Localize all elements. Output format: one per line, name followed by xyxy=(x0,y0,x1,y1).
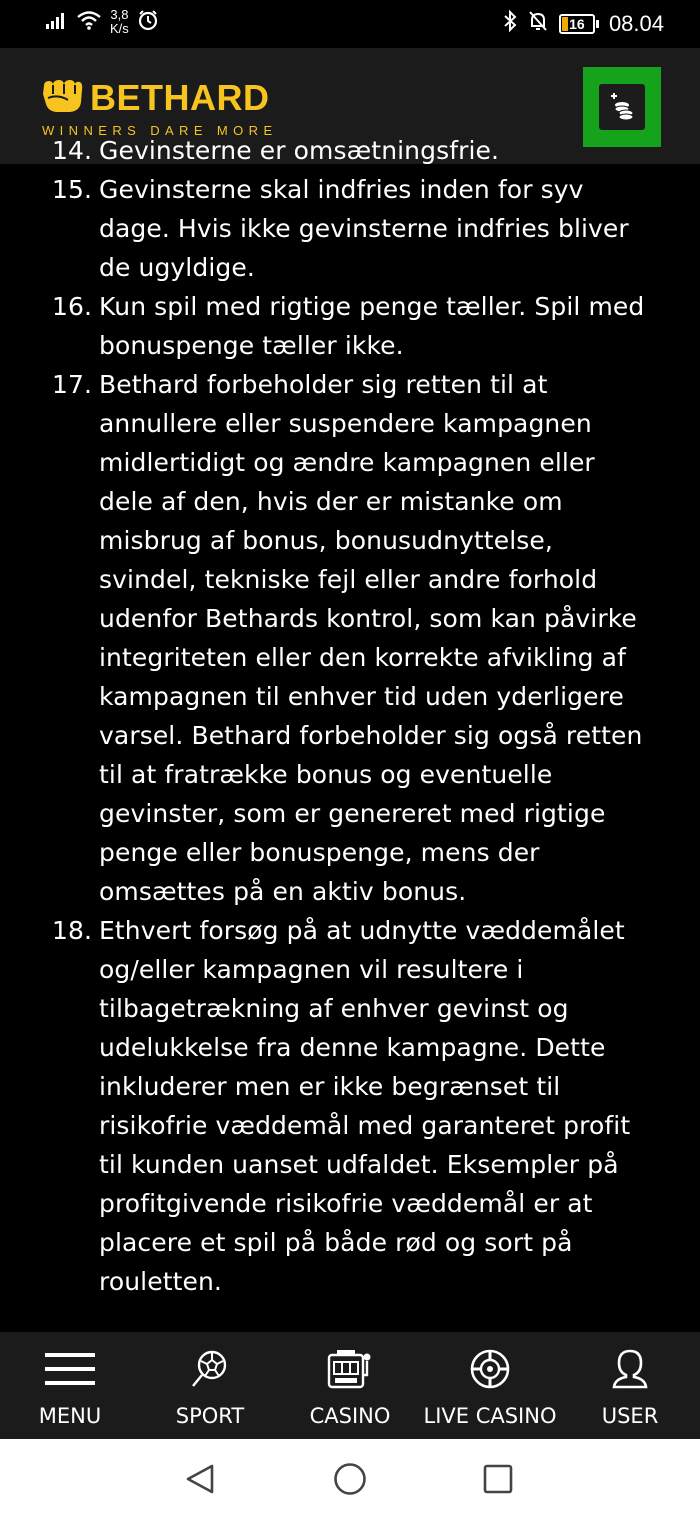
terms-content[interactable] xyxy=(0,136,700,1332)
bethard-logo[interactable] xyxy=(40,77,278,138)
term-number: 17. xyxy=(52,370,93,399)
nav-menu[interactable] xyxy=(0,1332,140,1439)
clock: 08.04 xyxy=(608,10,664,36)
wifi-icon xyxy=(76,10,102,35)
nav-sport-label: SPORT xyxy=(175,1404,245,1428)
nav-casino-label: CASINO xyxy=(309,1404,391,1428)
status-bar xyxy=(0,0,700,48)
term-number: 15. xyxy=(52,175,93,204)
term-number: 14. xyxy=(52,136,93,165)
battery-icon xyxy=(559,14,599,34)
slot-machine-icon xyxy=(327,1348,373,1390)
roulette-chip-icon xyxy=(469,1348,511,1390)
term-item xyxy=(0,287,700,365)
term-item xyxy=(0,911,700,1301)
bluetooth-icon xyxy=(503,10,517,37)
network-speed xyxy=(110,8,129,36)
nav-menu-label: MENU xyxy=(38,1404,102,1428)
terms-list xyxy=(0,131,700,1301)
network-speed-unit: K/s xyxy=(110,21,129,36)
nav-user[interactable] xyxy=(560,1332,700,1439)
term-text: Bethard forbeholder sig retten til at annullere eller suspendere kampagnen midlertidigt og ændre kampagnen eller dele af den, hvis der er mistanke om misbrug af bonus, bonusudnyttelse, svindel, tekniske fejl eller andre forhold udenfor Bethards kontrol, som kan påvirke integriteten eller den korrekte afvikling af kampagnen til enhver tid uden yderligere varsel. Bethard forbeholder sig også retten til at fratrække bonus og eventuelle gevinster, som er genereret med rigtige penge eller bonuspenge, mens der omsættes på en aktiv bonus. xyxy=(99,370,643,906)
nav-casino[interactable] xyxy=(280,1332,420,1439)
home-icon[interactable] xyxy=(332,1461,368,1497)
status-bar-right xyxy=(503,10,664,37)
hamburger-icon xyxy=(45,1348,95,1390)
signal-icon xyxy=(46,11,68,34)
mute-icon xyxy=(527,10,549,37)
coins-plus-icon xyxy=(599,84,645,130)
term-text: Kun spil med rigtige penge tæller. Spil med bonuspenge tæller ikke. xyxy=(99,292,645,360)
term-text: Ethvert forsøg på at udnytte væddemålet og/eller kampagnen vil resultere i tilbagetrækning af enhver gevinst og udelukkelse fra denne kampagne. Dette inkluderer men er ikke begrænset til risikofrie væddemål med garanteret profit til kunden uanset udfaldet. Eksempler på profitgivende risikofrie væddemål er at placere et spil på både rød og sort på rouletten. xyxy=(99,916,631,1296)
term-item xyxy=(0,131,700,170)
user-icon xyxy=(612,1348,648,1390)
term-number: 18. xyxy=(52,916,93,945)
term-item xyxy=(0,170,700,287)
nav-live-casino-label: LIVE CASINO xyxy=(423,1404,557,1428)
nav-live-casino[interactable] xyxy=(420,1332,560,1439)
back-icon[interactable] xyxy=(182,1461,218,1497)
network-speed-value: 3,8 xyxy=(110,7,129,22)
term-text: Gevinsterne er omsætningsfrie. xyxy=(99,136,500,165)
bottom-nav xyxy=(0,1332,700,1439)
nav-user-label: USER xyxy=(601,1404,659,1428)
recents-icon[interactable] xyxy=(480,1461,516,1497)
brand-name: BETHARD xyxy=(90,77,270,118)
fist-logo-icon xyxy=(40,78,84,119)
alarm-icon xyxy=(137,9,159,36)
status-bar-left xyxy=(46,8,159,36)
battery-level: 16 xyxy=(559,14,595,34)
term-text: Gevinsterne skal indfries inden for syv dage. Hvis ikke gevinsterne indfries bliver de ugyldige. xyxy=(99,175,629,282)
term-item xyxy=(0,365,700,911)
nav-sport[interactable] xyxy=(140,1332,280,1439)
soccer-ball-icon xyxy=(190,1348,230,1390)
brand-tagline: WINNERS DARE MORE xyxy=(42,123,278,138)
android-navigation-bar xyxy=(0,1439,700,1517)
term-number: 16. xyxy=(52,292,93,321)
